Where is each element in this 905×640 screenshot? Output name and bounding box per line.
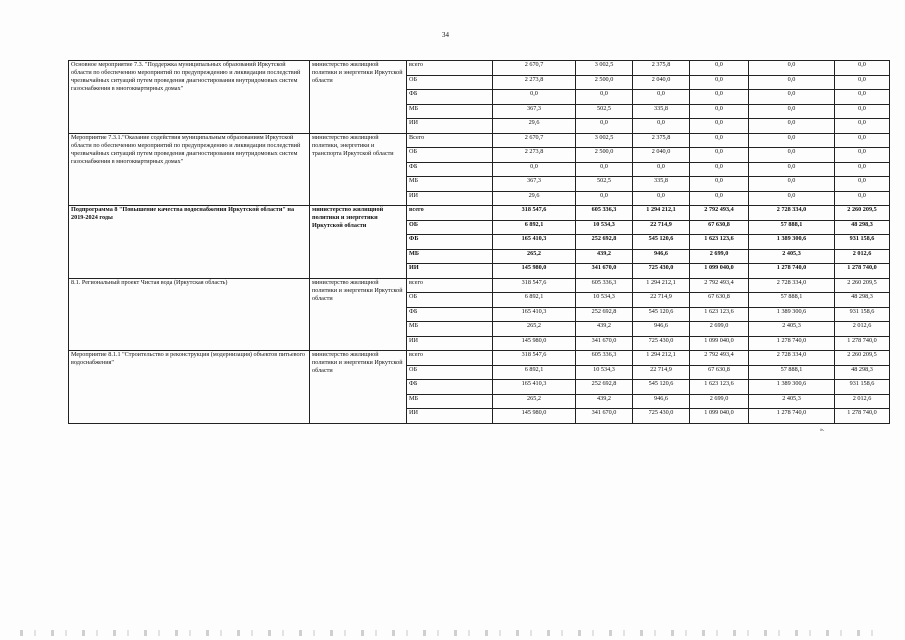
amount-cell: 439,2 (576, 394, 633, 409)
program-description: Мероприятие 8.1.1 "Строительство и реконструкция (модернизация) объектов питьевого водоснабжения" (69, 351, 310, 424)
amount-cell: 1 278 740,0 (749, 409, 835, 424)
funding-source: ИИ (407, 409, 493, 424)
amount-cell: 0,0 (493, 162, 576, 177)
amount-cell: 10 534,3 (576, 293, 633, 308)
amount-cell: 318 547,6 (493, 351, 576, 366)
amount-cell: 1 623 123,6 (690, 380, 749, 395)
amount-cell: 1 099 040,0 (690, 336, 749, 351)
budget-table (68, 60, 890, 424)
amount-cell: 2 728 334,0 (749, 206, 835, 221)
trailing-mark: ». (820, 427, 825, 433)
amount-cell: 439,2 (576, 322, 633, 337)
amount-cell: 22 714,9 (633, 293, 690, 308)
amount-cell: 318 547,6 (493, 278, 576, 293)
amount-cell: 2 260 209,5 (835, 278, 890, 293)
amount-cell: 48 298,3 (835, 365, 890, 380)
amount-cell: 605 336,3 (576, 278, 633, 293)
amount-cell: 605 336,3 (576, 351, 633, 366)
table-row (69, 133, 890, 148)
program-description: Основное мероприятие 7.3. "Поддержка муниципальных образований Иркутской области по обеспечению мероприятий по предупреждению и ликвидации последствий чрезвычайных ситуаций путем проведения диагностирования внутридомовых систем газоснабжения в многоквартирных домах" (69, 61, 310, 134)
amount-cell: 1 294 212,1 (633, 278, 690, 293)
amount-cell: 29,6 (493, 191, 576, 206)
amount-cell: 0,0 (633, 90, 690, 105)
funding-source: ОБ (407, 220, 493, 235)
amount-cell: 22 714,9 (633, 365, 690, 380)
amount-cell: 252 692,8 (576, 380, 633, 395)
funding-source: ФБ (407, 380, 493, 395)
amount-cell: 265,2 (493, 249, 576, 264)
amount-cell: 0,0 (749, 90, 835, 105)
amount-cell: 6 892,1 (493, 365, 576, 380)
amount-cell: 57 888,1 (749, 220, 835, 235)
amount-cell: 2 699,0 (690, 394, 749, 409)
amount-cell: 0,0 (690, 104, 749, 119)
amount-cell: 252 692,8 (576, 307, 633, 322)
amount-cell: 0,0 (749, 104, 835, 119)
amount-cell: 2 012,6 (835, 322, 890, 337)
funding-source: МБ (407, 249, 493, 264)
table-row (69, 206, 890, 221)
amount-cell: 0,0 (749, 162, 835, 177)
amount-cell: 2 699,0 (690, 322, 749, 337)
amount-cell: 931 158,6 (835, 235, 890, 250)
amount-cell: 67 630,8 (690, 365, 749, 380)
amount-cell: 0,0 (749, 148, 835, 163)
table-row (69, 351, 890, 366)
amount-cell: 3 002,5 (576, 133, 633, 148)
amount-cell: 341 670,0 (576, 264, 633, 279)
program-description: 8.1. Региональный проект Чистая вода (Иркутская область) (69, 278, 310, 351)
table-row (69, 61, 890, 76)
amount-cell: 2 792 493,4 (690, 206, 749, 221)
amount-cell: 165 410,3 (493, 307, 576, 322)
amount-cell: 545 120,6 (633, 307, 690, 322)
amount-cell: 0,0 (835, 119, 890, 134)
amount-cell: 0,0 (576, 162, 633, 177)
amount-cell: 1 278 740,0 (835, 336, 890, 351)
amount-cell: 0,0 (835, 133, 890, 148)
amount-cell: 0,0 (576, 119, 633, 134)
amount-cell: 2 375,8 (633, 133, 690, 148)
funding-source: всего (407, 278, 493, 293)
amount-cell: 0,0 (576, 191, 633, 206)
funding-source: МБ (407, 394, 493, 409)
amount-cell: 0,0 (749, 119, 835, 134)
amount-cell: 0,0 (493, 90, 576, 105)
amount-cell: 57 888,1 (749, 365, 835, 380)
amount-cell: 931 158,6 (835, 380, 890, 395)
amount-cell: 0,0 (690, 162, 749, 177)
amount-cell: 3 002,5 (576, 61, 633, 76)
amount-cell: 2 273,8 (493, 148, 576, 163)
amount-cell: 10 534,3 (576, 220, 633, 235)
funding-source: ИИ (407, 336, 493, 351)
amount-cell: 22 714,9 (633, 220, 690, 235)
amount-cell: 1 278 740,0 (835, 409, 890, 424)
amount-cell: 2 500,0 (576, 148, 633, 163)
funding-source: МБ (407, 104, 493, 119)
amount-cell: 2 040,0 (633, 148, 690, 163)
amount-cell: 0,0 (633, 162, 690, 177)
amount-cell: 2 260 209,5 (835, 351, 890, 366)
funding-source: ОБ (407, 75, 493, 90)
amount-cell: 0,0 (835, 177, 890, 192)
amount-cell: 0,0 (690, 191, 749, 206)
amount-cell: 502,5 (576, 104, 633, 119)
amount-cell: 335,8 (633, 104, 690, 119)
amount-cell: 0,0 (690, 61, 749, 76)
amount-cell: 0,0 (690, 75, 749, 90)
amount-cell: 1 099 040,0 (690, 264, 749, 279)
amount-cell: 0,0 (633, 119, 690, 134)
amount-cell: 1 099 040,0 (690, 409, 749, 424)
amount-cell: 6 892,1 (493, 293, 576, 308)
amount-cell: 145 980,0 (493, 264, 576, 279)
scan-noise (20, 630, 880, 636)
funding-source: ОБ (407, 148, 493, 163)
amount-cell: 2 670,7 (493, 133, 576, 148)
amount-cell: 165 410,3 (493, 380, 576, 395)
amount-cell: 0,0 (749, 61, 835, 76)
amount-cell: 2 375,8 (633, 61, 690, 76)
amount-cell: 0,0 (690, 177, 749, 192)
amount-cell: 2 405,3 (749, 249, 835, 264)
amount-cell: 265,2 (493, 394, 576, 409)
amount-cell: 318 547,6 (493, 206, 576, 221)
amount-cell: 1 389 300,6 (749, 380, 835, 395)
funding-source: ФБ (407, 90, 493, 105)
amount-cell: 0,0 (835, 61, 890, 76)
amount-cell: 502,5 (576, 177, 633, 192)
amount-cell: 145 980,0 (493, 409, 576, 424)
amount-cell: 2 405,3 (749, 322, 835, 337)
amount-cell: 2 500,0 (576, 75, 633, 90)
amount-cell: 10 534,3 (576, 365, 633, 380)
funding-source: Всего (407, 133, 493, 148)
amount-cell: 67 630,8 (690, 220, 749, 235)
amount-cell: 341 670,0 (576, 336, 633, 351)
amount-cell: 57 888,1 (749, 293, 835, 308)
responsible-executor: министерство жилищной политики и энергетики Иркутской области (310, 61, 407, 134)
amount-cell: 0,0 (835, 148, 890, 163)
responsible-executor: министерство жилищной политики и энергетики Иркутской области (310, 206, 407, 279)
amount-cell: 48 298,3 (835, 293, 890, 308)
amount-cell: 1 278 740,0 (749, 336, 835, 351)
amount-cell: 605 336,3 (576, 206, 633, 221)
program-description: Мероприятие 7.3.1."Оказание содействия муниципальным образованиям Иркутской области по обеспечению мероприятий по предупреждению и ликвидации последствий чрезвычайных ситуаций путем проведения диагностирования внутридомовых систем газоснабжения в многоквартирных домах" (69, 133, 310, 206)
amount-cell: 0,0 (835, 104, 890, 119)
funding-source: ФБ (407, 162, 493, 177)
amount-cell: 2 012,6 (835, 249, 890, 264)
amount-cell: 48 298,3 (835, 220, 890, 235)
amount-cell: 0,0 (835, 162, 890, 177)
amount-cell: 946,6 (633, 394, 690, 409)
amount-cell: 2 405,3 (749, 394, 835, 409)
funding-source: ИИ (407, 191, 493, 206)
amount-cell: 0,0 (835, 90, 890, 105)
amount-cell: 0,0 (576, 90, 633, 105)
amount-cell: 2 792 493,4 (690, 351, 749, 366)
program-description: Подпрограмма 8 "Повышение качества водоснабжения Иркутской области" на 2019-2024 годы (69, 206, 310, 279)
amount-cell: 367,3 (493, 177, 576, 192)
amount-cell: 2 728 334,0 (749, 351, 835, 366)
amount-cell: 545 120,6 (633, 235, 690, 250)
amount-cell: 29,6 (493, 119, 576, 134)
amount-cell: 931 158,6 (835, 307, 890, 322)
budget-table-body (69, 61, 890, 424)
amount-cell: 2 792 493,4 (690, 278, 749, 293)
amount-cell: 725 430,0 (633, 409, 690, 424)
funding-source: МБ (407, 322, 493, 337)
amount-cell: 2 273,8 (493, 75, 576, 90)
funding-source: ФБ (407, 307, 493, 322)
responsible-executor: министерство жилищной политики и энергетики Иркутской области (310, 278, 407, 351)
amount-cell: 165 410,3 (493, 235, 576, 250)
amount-cell: 252 692,8 (576, 235, 633, 250)
amount-cell: 367,3 (493, 104, 576, 119)
amount-cell: 1 294 212,1 (633, 351, 690, 366)
amount-cell: 2 728 334,0 (749, 278, 835, 293)
amount-cell: 1 294 212,1 (633, 206, 690, 221)
amount-cell: 0,0 (690, 90, 749, 105)
amount-cell: 2 040,0 (633, 75, 690, 90)
amount-cell: 0,0 (749, 191, 835, 206)
amount-cell: 439,2 (576, 249, 633, 264)
funding-source: ФБ (407, 235, 493, 250)
funding-source: всего (407, 206, 493, 221)
responsible-executor: министерство жилищной политики, энергетики и транспорта Иркутской области (310, 133, 407, 206)
funding-source: всего (407, 61, 493, 76)
amount-cell: 2 012,6 (835, 394, 890, 409)
funding-source: ОБ (407, 365, 493, 380)
responsible-executor: министерство жилищной политики и энергетики Иркутской области (310, 351, 407, 424)
funding-source: МБ (407, 177, 493, 192)
amount-cell: 0,0 (690, 119, 749, 134)
amount-cell: 725 430,0 (633, 264, 690, 279)
funding-source: всего (407, 351, 493, 366)
amount-cell: 946,6 (633, 249, 690, 264)
amount-cell: 725 430,0 (633, 336, 690, 351)
amount-cell: 1 278 740,0 (749, 264, 835, 279)
amount-cell: 2 670,7 (493, 61, 576, 76)
amount-cell: 341 670,0 (576, 409, 633, 424)
amount-cell: 1 278 740,0 (835, 264, 890, 279)
amount-cell: 1 389 300,6 (749, 235, 835, 250)
funding-source: ИИ (407, 264, 493, 279)
amount-cell: 335,8 (633, 177, 690, 192)
amount-cell: 0,0 (835, 191, 890, 206)
page-number: 34 (442, 31, 449, 39)
amount-cell: 0,0 (690, 133, 749, 148)
funding-source: ОБ (407, 293, 493, 308)
amount-cell: 0,0 (690, 148, 749, 163)
amount-cell: 0,0 (749, 75, 835, 90)
amount-cell: 2 260 209,5 (835, 206, 890, 221)
amount-cell: 0,0 (749, 133, 835, 148)
amount-cell: 265,2 (493, 322, 576, 337)
amount-cell: 1 389 300,6 (749, 307, 835, 322)
amount-cell: 2 699,0 (690, 249, 749, 264)
amount-cell: 946,6 (633, 322, 690, 337)
amount-cell: 0,0 (633, 191, 690, 206)
table-row (69, 278, 890, 293)
amount-cell: 0,0 (749, 177, 835, 192)
amount-cell: 1 623 123,6 (690, 307, 749, 322)
amount-cell: 145 980,0 (493, 336, 576, 351)
amount-cell: 545 120,6 (633, 380, 690, 395)
amount-cell: 0,0 (835, 75, 890, 90)
amount-cell: 67 630,8 (690, 293, 749, 308)
amount-cell: 1 623 123,6 (690, 235, 749, 250)
amount-cell: 6 892,1 (493, 220, 576, 235)
funding-source: ИИ (407, 119, 493, 134)
